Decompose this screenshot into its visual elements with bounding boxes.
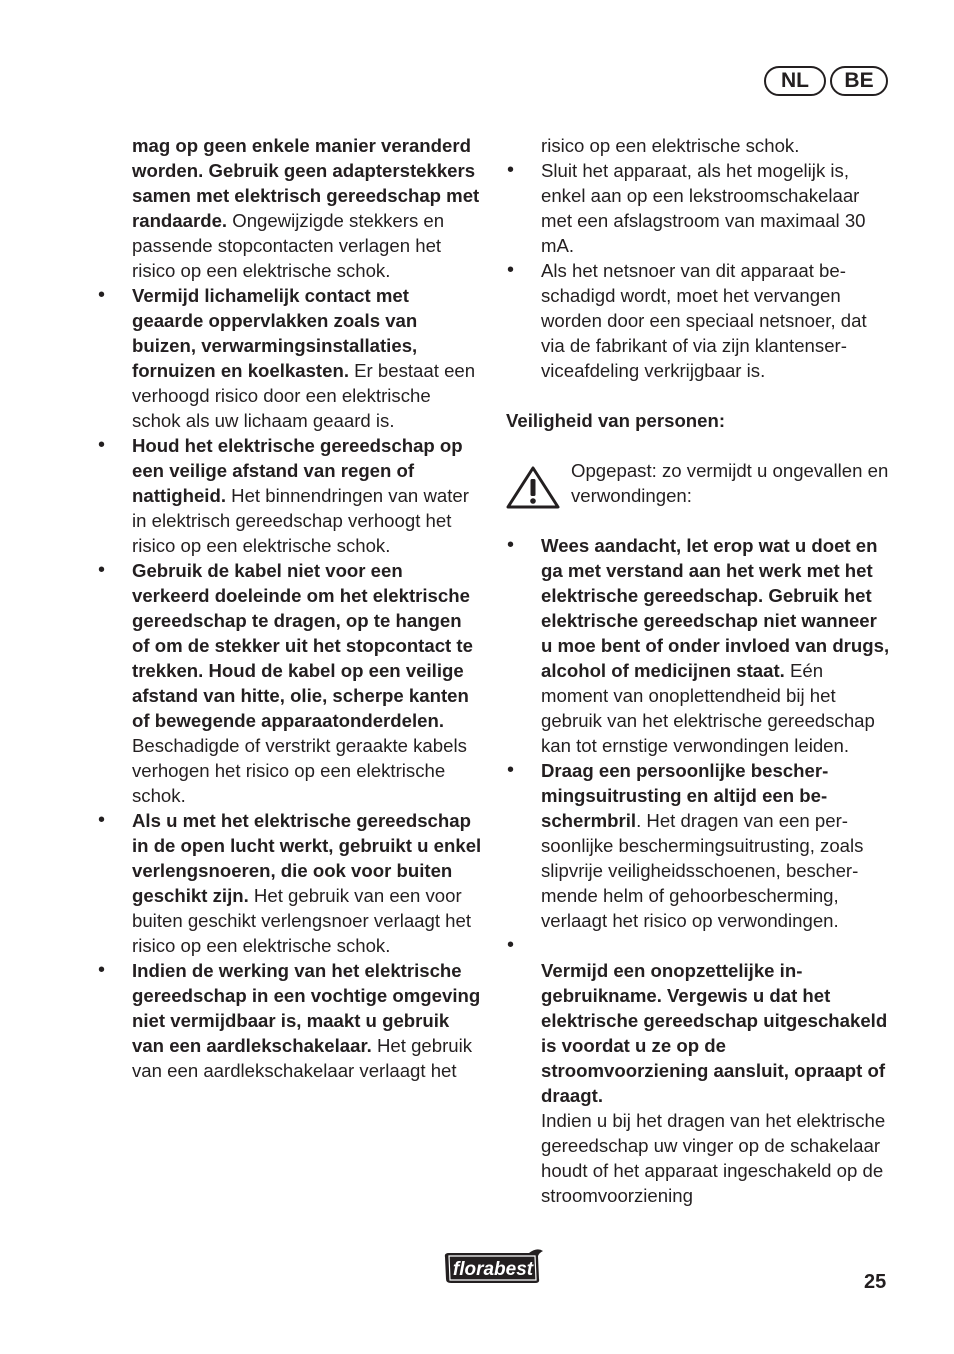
page-number: 25 [864, 1271, 887, 1293]
bullet-text: . Het dragen van een persoonlijke beschermingsuitrusting, zoals slipvrije veiligheidsschoenen, beschermende helm of gehoorbescherming, verlaagt het risico op verwondingen. [541, 810, 864, 931]
bullet-bold-text: Draag een persoonlijke beschermingsuitrusting en altijd een beschermbril [541, 760, 829, 831]
bullet-item [541, 758, 893, 933]
warning-notice [541, 458, 893, 508]
bullet-bold-text: Vermijd een onopzettelijke ingebruikname. Vergewis u dat het elektrische gereedschap uitgeschakeld is voordat u ze op de stroomvoorziening aansluit, opraapt of draagt. [541, 960, 888, 1106]
language-badges [764, 66, 888, 96]
bullet-item [132, 433, 482, 558]
bullet-item [541, 933, 893, 1208]
bullet-text: Het gebruik van een voor buiten geschikt verlengsnoer verlaagt het risico op een elektrische schok. [132, 885, 472, 956]
warning-triangle-icon [505, 464, 561, 510]
bullet-text: Het gebruik van een aardlekschakelaar verlaagt het [132, 1035, 473, 1081]
bullet-text: Als het netsnoer van dit apparaat beschadigd wordt, moet het vervangen worden door een speciaal netsnoer, dat via de fabrikant of via zijn klantenserviceafdeling verkrijgbaar is. [541, 260, 867, 381]
bullet-text: Er bestaat een verhoogd risico door een elektrische schok als uw lichaam geaard is. [132, 360, 476, 431]
florabest-logo [441, 1245, 547, 1287]
bullet-bold-text: Vermijd lichamelijk contact met geaarde oppervlakken zoals van buizen, verwarmingsinstallaties, fornuizen en koelkasten. [132, 285, 418, 381]
right-column [506, 133, 893, 1208]
section-heading: Veiligheid van personen: [506, 410, 726, 431]
paragraph-bold-text: mag op geen enkele manier veranderd worden. Gebruik geen adapterstekkers samen met elektrisch gereedschap met randaarde. [132, 135, 480, 231]
bullet-text: Eén moment van onoplettendheid bij het gebruik van het elektrische gereedschap kan tot ernstige verwondingen leiden. [541, 660, 875, 756]
bullet-text: Het binnendringen van water in elektrisch gereedschap verhoogt het risico op een elektrische schok. [132, 485, 469, 556]
bullet-item [541, 533, 893, 758]
paragraph-text: risico op een elektrische schok. [541, 135, 800, 156]
paragraph-text: Ongewijzigde stekkers en passende stopcontacten verlagen het risico op een elektrische schok. [132, 210, 445, 281]
bullet-text: Beschadigde of verstrikt geraakte kabels verhogen het risico op een elektrische schok. [132, 735, 467, 806]
bullet-item [132, 283, 482, 433]
bullet-item [132, 558, 482, 808]
bullet-text: Indien u bij het dragen van het elektrische gereedschap uw vinger op de schakelaar houdt of het apparaat ingeschakeld op de stroomvoorziening [541, 1110, 886, 1206]
bullet-bold-text: Houd het elektrische gereedschap op een veilige afstand van regen of nattigheid. [132, 435, 463, 506]
bullet-bold-text: Als u met het elektrische gereedschap in de open lucht werkt, gebruikt u enkel verlengsnoeren, die ook voor buiten geschikt zijn. [132, 810, 482, 906]
lang-badge-be: BE [830, 66, 888, 96]
bullet-item [541, 158, 893, 258]
paragraph-continuation [541, 133, 893, 158]
logo-text: florabest [452, 1259, 534, 1280]
paragraph-continuation [132, 133, 482, 283]
bullet-bold-text: Gebruik de kabel niet voor een verkeerd doeleinde om het elektrische gereedschap te dragen, op te hangen of om de stekker uit het stopcontact te trekken. Houd de kabel op een veilige afstand van hitte, olie, scherpe kanten of bewegende apparaatonderdelen. [132, 560, 473, 731]
bullet-text: Sluit het apparaat, als het mogelijk is, enkel aan op een lekstroomschakelaar met een afslagstroom van maximaal 30 mA. [541, 160, 866, 256]
left-column [132, 133, 482, 1083]
warning-text: Opgepast: zo vermijdt u ongevallen en verwondingen: [571, 460, 889, 506]
bullet-bold-text: Indien de werking van het elektrische gereedschap in een vochtige omgeving niet vermijdbaar is, maakt u gebruik van een aardlekschakelaar. [132, 960, 481, 1056]
bullet-bold-text: Wees aandacht, let erop wat u doet en ga met verstand aan het werk met het elektrische gereedschap. Gebruik het elektrische gereedschap niet wanneer u moe bent of onder invloed van drugs, alcohol of medicijnen staat. [541, 535, 890, 681]
bullet-item [132, 958, 482, 1083]
lang-badge-nl: NL [764, 66, 826, 96]
bullet-item [132, 808, 482, 958]
bullet-item [541, 258, 893, 383]
